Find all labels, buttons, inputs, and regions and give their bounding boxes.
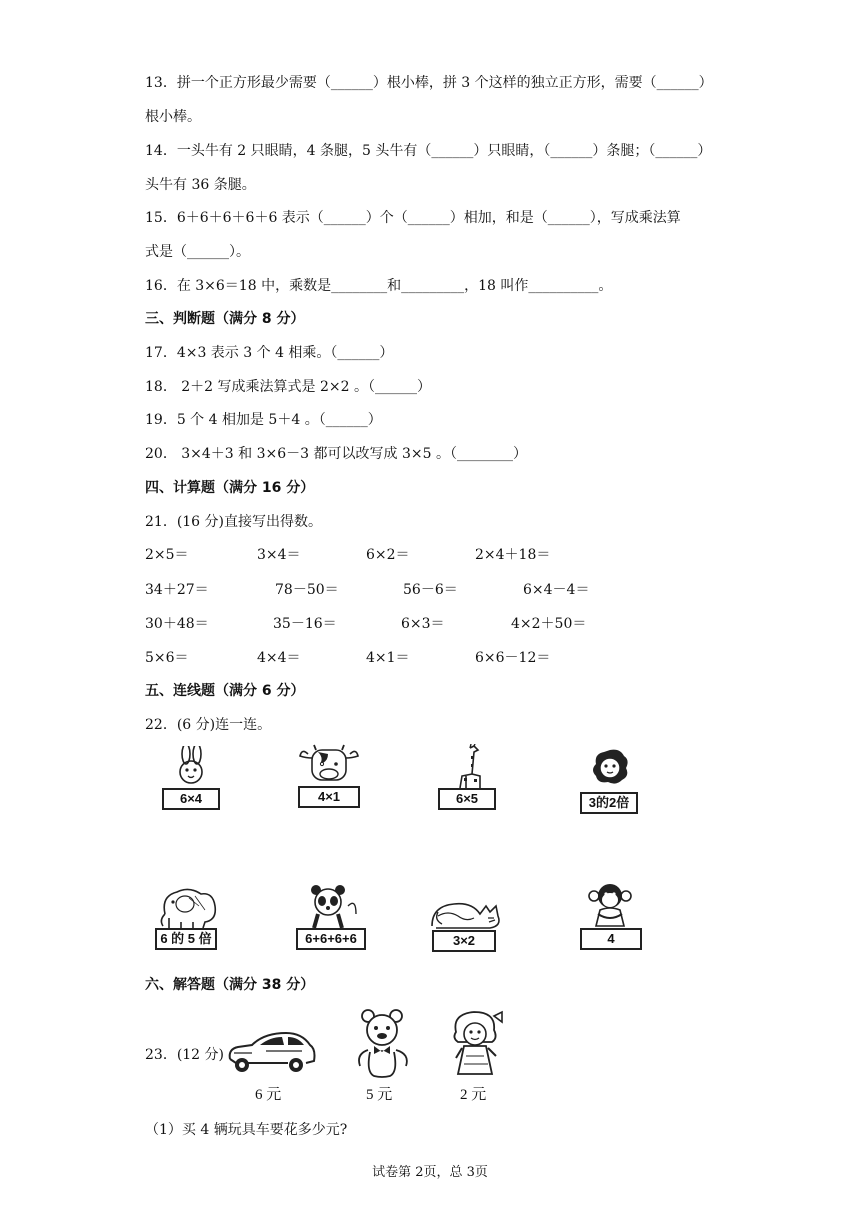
question-23-sub1: （1）买 4 辆玩具车要花多少元? — [145, 1122, 348, 1138]
price-car: 6 元 — [255, 1087, 282, 1103]
calc-item: 2×5＝ — [145, 547, 189, 563]
question-14-line2: 头牛有 36 条腿。 — [145, 177, 256, 193]
question-13-line2: 根小棒。 — [145, 109, 201, 125]
match-label: 6+6+6+6 — [296, 928, 366, 950]
calc-item: 35－16＝ — [273, 616, 337, 632]
match-label: 4×1 — [298, 786, 360, 808]
calc-item: 6×4－4＝ — [523, 582, 590, 598]
match-label: 6×4 — [162, 788, 220, 810]
question-20: 20． 3×4＋3 和 3×6－3 都可以改写成 3×5 。（________） — [145, 446, 527, 462]
question-17: 17．4×3 表示 3 个 4 相乘。（______） — [145, 345, 394, 361]
calc-item: 78－50＝ — [275, 582, 339, 598]
calc-item: 4×1＝ — [366, 650, 410, 666]
section-judgement-heading: 三、判断题（满分 8 分） — [145, 311, 305, 327]
calc-item: 4×4＝ — [257, 650, 301, 666]
question-14-line1: 14．一头牛有 2 只眼睛，4 条腿，5 头牛有（______）只眼睛，（______）条腿；（______） — [145, 143, 712, 159]
cat-icon — [428, 892, 508, 930]
question-15-line1: 15．6＋6＋6＋6＋6 表示（______）个（______）相加，和是（______），写成乘法算 — [145, 210, 681, 226]
match-card-bottom[interactable] — [580, 882, 644, 956]
teddy-bear-icon — [352, 1008, 414, 1080]
price-bear: 5 元 — [366, 1087, 393, 1103]
toy-doll — [444, 1008, 510, 1080]
section-calculation-heading: 四、计算题（满分 16 分） — [145, 480, 315, 496]
toy-car — [226, 1025, 318, 1080]
question-23-label: 23．(12 分) — [145, 1047, 225, 1063]
calc-item: 2×4＋18＝ — [475, 547, 551, 563]
calc-item: 5×6＝ — [145, 650, 189, 666]
question-13-line1: 13．拼一个正方形最少需要（______）根小棒，拼 3 个这样的独立正方形，需要（______） — [145, 75, 713, 91]
question-18: 18． 2＋2 写成乘法算式是 2×2 。（______） — [145, 379, 431, 395]
calc-item: 30＋48＝ — [145, 616, 209, 632]
calc-item: 6×2＝ — [366, 547, 410, 563]
toy-bear — [352, 1008, 414, 1080]
match-label: 4 — [580, 928, 642, 950]
calc-item: 4×2＋50＝ — [511, 616, 587, 632]
calc-item: 34＋27＝ — [145, 582, 209, 598]
question-19: 19．5 个 4 相加是 5＋4 。（______） — [145, 412, 382, 428]
match-card-top[interactable] — [298, 744, 360, 814]
match-label: 6 的 5 倍 — [155, 928, 217, 950]
question-15-line2: 式是（______）。 — [145, 244, 250, 260]
price-doll: 2 元 — [460, 1087, 487, 1103]
calc-item: 56－6＝ — [403, 582, 458, 598]
calc-item: 6×3＝ — [401, 616, 445, 632]
match-card-top[interactable] — [438, 744, 498, 814]
match-card-bottom[interactable] — [155, 884, 225, 954]
lion-icon — [580, 746, 640, 790]
toy-car-icon — [226, 1025, 318, 1080]
match-card-bottom[interactable] — [428, 892, 508, 954]
panda-icon — [296, 884, 368, 928]
match-label: 3的2倍 — [580, 792, 638, 814]
elephant-icon — [155, 884, 225, 928]
calc-item: 3×4＝ — [257, 547, 301, 563]
question-21-intro: 21．(16 分)直接写出得数。 — [145, 514, 323, 530]
monkey-icon — [580, 882, 644, 928]
question-16: 16．在 3×6＝18 中，乘数是________和_________，18 叫作__________。 — [145, 278, 613, 294]
giraffe-icon — [438, 744, 498, 788]
section-matching-heading: 五、连线题（满分 6 分） — [145, 683, 305, 699]
rabbit-icon — [162, 746, 222, 788]
match-card-top[interactable] — [162, 746, 222, 814]
match-label: 6×5 — [438, 788, 496, 810]
page-footer: 试卷第 2页，总 3页 — [372, 1165, 488, 1180]
question-22-intro: 22．(6 分)连一连。 — [145, 717, 272, 733]
cow-icon — [298, 744, 360, 786]
section-solution-heading: 六、解答题（满分 38 分） — [145, 977, 315, 993]
match-label: 3×2 — [432, 930, 496, 952]
match-card-bottom[interactable] — [296, 884, 368, 954]
match-card-top[interactable] — [580, 746, 640, 814]
doll-icon — [444, 1008, 510, 1080]
calc-item: 6×6－12＝ — [475, 650, 551, 666]
